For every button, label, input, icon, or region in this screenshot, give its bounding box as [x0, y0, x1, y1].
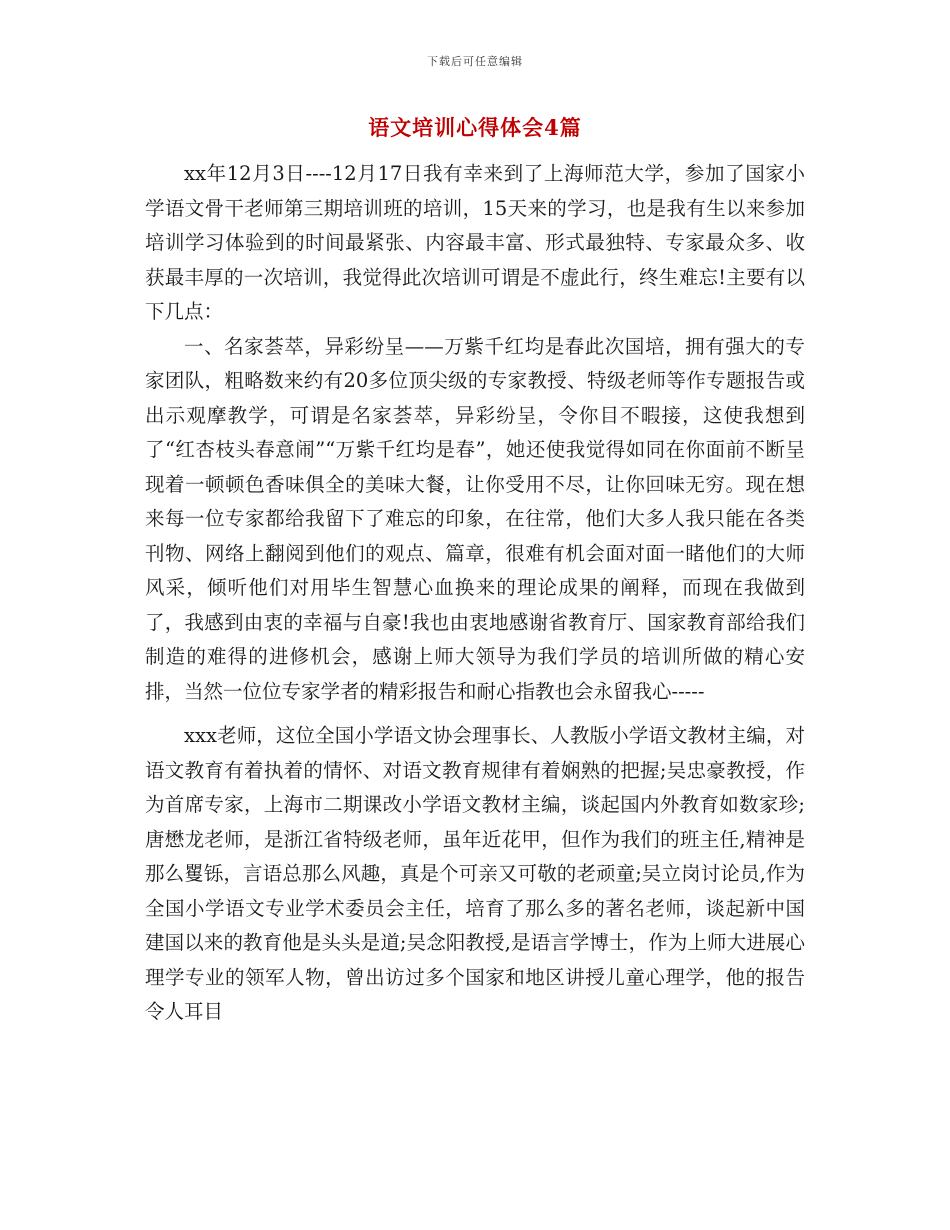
document-body — [145, 157, 805, 1030]
document-title: 语文培训心得体会4篇 — [368, 115, 582, 140]
header-note: 下载后可任意编辑 — [427, 55, 523, 68]
paragraph-experts: xxx老师，这位全国小学语文协会理事长、人教版小学语文教材主编，对语文教育有着执着的情怀、对语文教育规律有着娴熟的把握;吴忠豪教授，作为首席专家，上海市二期课改小学语文教材主编，谈起国内外教育如数家珍;唐懋龙老师，是浙江省特级老师，虽年近花甲，但作为我们的班主任,精神是那么矍铄，言语总那么风趣，真是个可亲又可敬的老顽童;吴立岗讨论员,作为全国小学语文专业学术委员会主任，培育了那么多的著名老师，谈起新中国建国以来的教育他是头头是道;吴念阳教授,是语言学博士，作为上师大进展心理学专业的领军人物，曾出访过多个国家和地区讲授儿童心理学，他的报告令人耳目 — [145, 724, 805, 1023]
paragraph-intro: xx年12月3日----12月17日我有幸来到了上海师范大学，参加了国家小学语文骨干老师第三期培训班的培训，15天来的学习，也是我有生以来参加培训学习体验到的时间最紧张、内容最丰富、形式最独特、专家最众多、收获最丰厚的一次培训，我觉得此次培训可谓是不虚此行，终生难忘!主要有以下几点： — [145, 162, 805, 323]
paragraph-section-one: 一、名家荟萃，异彩纷呈——万紫千红均是春此次国培，拥有强大的专家团队，粗略数来约有20多位顶尖级的专家教授、特级老师等作专题报告或出示观摩教学，可谓是名家荟萃，异彩纷呈，令你目不暇接，这使我想到了“红杏枝头春意闹”“万紫千红均是春”，她还使我觉得如同在你面前不断呈现着一顿顿色香味俱全的美味大餐，让你受用不尽，让你回味无穷。现在想来每一位专家都给我留下了难忘的印象，在往常，他们大多人我只能在各类刊物、网络上翻阅到他们的观点、篇章，很难有机会面对面一睹他们的大师风采，倾听他们对用毕生智慧心血换来的理论成果的阐释，而现在我做到了，我感到由衷的幸福与自豪!我也由衷地感谢省教育厅、国家教育部给我们制造的难得的进修机会，感谢上师大领导为我们学员的培训所做的精心安排，当然一位位专家学者的精彩报告和耐心指教也会永留我心----- — [145, 334, 805, 703]
